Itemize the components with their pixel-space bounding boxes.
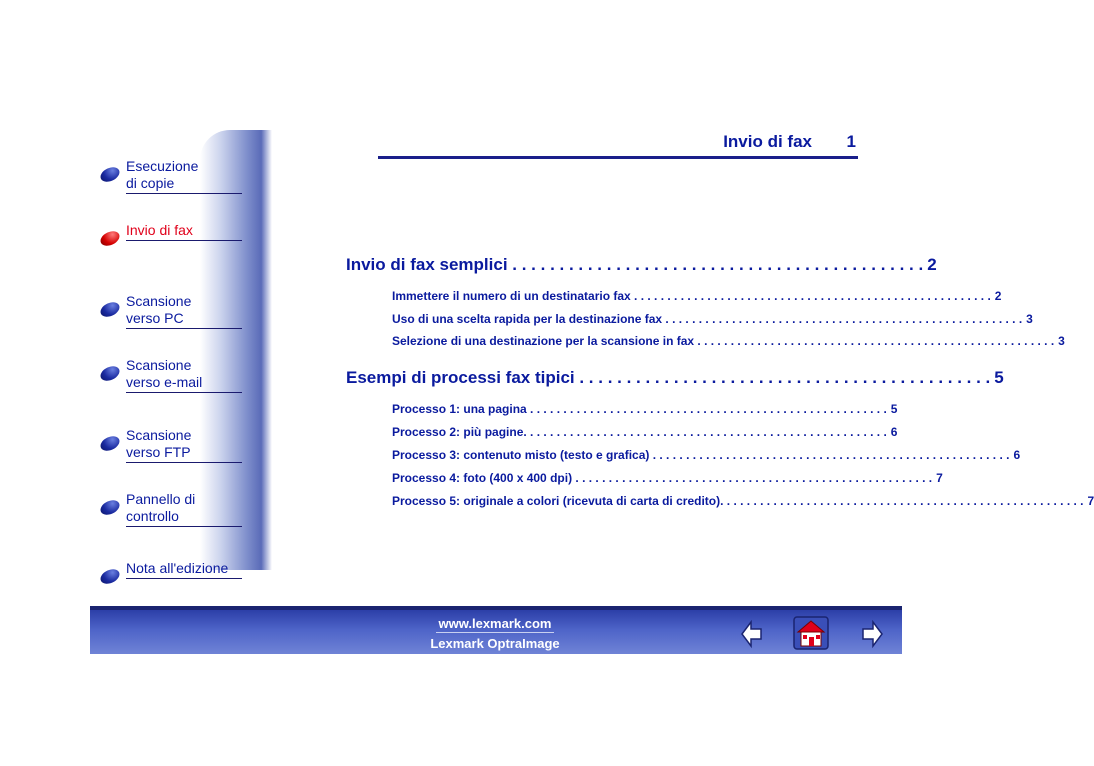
toc-entry[interactable]: Processo 2: più pagine . . . . . . . . . . . . . . . . . . . . . . . . . . . . . . . . . . . . . . . . . . . . . . . . . . . . . . . 6 [392,425,898,439]
toc-entry-title: Immettere il numero di un destinatario fax [392,289,631,303]
page-header [378,130,858,159]
home-icon [793,616,829,650]
page-title: Invio di fax [723,132,812,151]
toc-section-title: Invio di fax semplici [346,255,508,274]
toc-section-title: Esempi di processi fax tipici [346,368,575,387]
toc-page-number: 6 [890,425,898,439]
bullet-icon [98,363,122,383]
footer-bar [90,606,902,654]
toc-entry-title: Processo 4: foto (400 x 400 dpi) [392,471,573,485]
sidebar-item-label: Esecuzione di copie [126,158,242,194]
toc-entry[interactable]: Processo 4: foto (400 x 400 dpi) . . . . . . . . . . . . . . . . . . . . . . . . . . . . . . . . . . . . . . . . . . . . . . . . . . . . . . 7 [392,471,943,485]
sidebar-item-label: Scansione verso e-mail [126,357,242,393]
bullet-icon [98,228,122,248]
sidebar-item-label: Scansione verso FTP [126,427,242,463]
toc-entry-title: Processo 1: una pagina [392,402,527,416]
toc-entry[interactable]: Processo 3: contenuto misto (testo e grafica) . . . . . . . . . . . . . . . . . . . . . . . . . . . . . . . . . . . . . . . . . . . . . . . . . . . . . . 6 [392,448,1021,462]
bullet-icon [98,566,122,586]
toc-page-number: 3 [1026,312,1033,326]
toc-entry-title: Processo 2: più pagine [392,425,524,439]
bullet-icon [98,497,122,517]
toc-page-number: 3 [1058,334,1065,348]
bullet-icon [98,299,122,319]
toc-entry[interactable]: Selezione di una destinazione per la scansione in fax . . . . . . . . . . . . . . . . . . . . . . . . . . . . . . . . . . . . . . . . . . . . . . . . . . . . . . 3 [392,334,1065,348]
toc-entry-title: Selezione di una destinazione per la scansione in fax [392,334,695,348]
toc-section-esempi-processi[interactable]: Esempi di processi fax tipici . . . . . . . . . . . . . . . . . . . . . . . . . . . . . . . . . . . . . . . . . . . . 5 [346,368,1004,387]
toc-page-number: 7 [936,471,943,485]
toc-page-number: 2 [994,289,1002,303]
toc-page-number: 5 [994,368,1004,387]
toc-entry-title: Processo 5: originale a colori (ricevuta di carta di credito) [392,494,721,508]
prev-page-button[interactable] [741,620,763,653]
bullet-icon [98,433,122,453]
toc-entry[interactable]: Immettere il numero di un destinatario fax . . . . . . . . . . . . . . . . . . . . . . . . . . . . . . . . . . . . . . . . . . . . . . . . . . . . . . 2 [392,289,1002,303]
footer-product-name: Lexmark OptraImage [430,636,560,651]
toc-page-number: 5 [890,402,898,416]
footer-url-link[interactable]: www.lexmark.com [436,616,554,633]
toc-entry-title: Uso di una scelta rapida per la destinazione fax [392,312,663,326]
bullet-icon [98,164,122,184]
toc-entry-title: Processo 3: contenuto misto (testo e grafica) [392,448,650,462]
sidebar-item-label: Pannello di controllo [126,491,242,527]
sidebar-item-label: Invio di fax [126,222,242,241]
arrow-left-icon [741,620,763,648]
sidebar-item-label: Scansione verso PC [126,293,242,329]
next-page-button[interactable] [861,620,883,653]
sidebar-item-label: Nota all'edizione [126,560,242,579]
arrow-right-icon [861,620,883,648]
toc-entry[interactable]: Uso di una scelta rapida per la destinazione fax . . . . . . . . . . . . . . . . . . . . . . . . . . . . . . . . . . . . . . . . . . . . . . . . . . . . . . 3 [392,312,1033,326]
toc-entry[interactable]: Processo 1: una pagina . . . . . . . . . . . . . . . . . . . . . . . . . . . . . . . . . . . . . . . . . . . . . . . . . . . . . . 5 [392,402,898,416]
toc-entry[interactable]: Processo 5: originale a colori (ricevuta di carta di credito) . . . . . . . . . . . . . . . . . . . . . . . . . . . . . . . . . . . . . . . . . . . . . . . . . . . . . . . 7 [392,494,1094,508]
toc-section-invio-fax-semplici[interactable]: Invio di fax semplici . . . . . . . . . . . . . . . . . . . . . . . . . . . . . . . . . . . . . . . . . . . . 2 [346,255,937,274]
page-number: 1 [846,132,856,151]
toc-page-number: 7 [1087,494,1094,508]
toc-page-number: 2 [927,255,937,274]
home-button[interactable] [793,616,829,655]
toc-page-number: 6 [1013,448,1021,462]
